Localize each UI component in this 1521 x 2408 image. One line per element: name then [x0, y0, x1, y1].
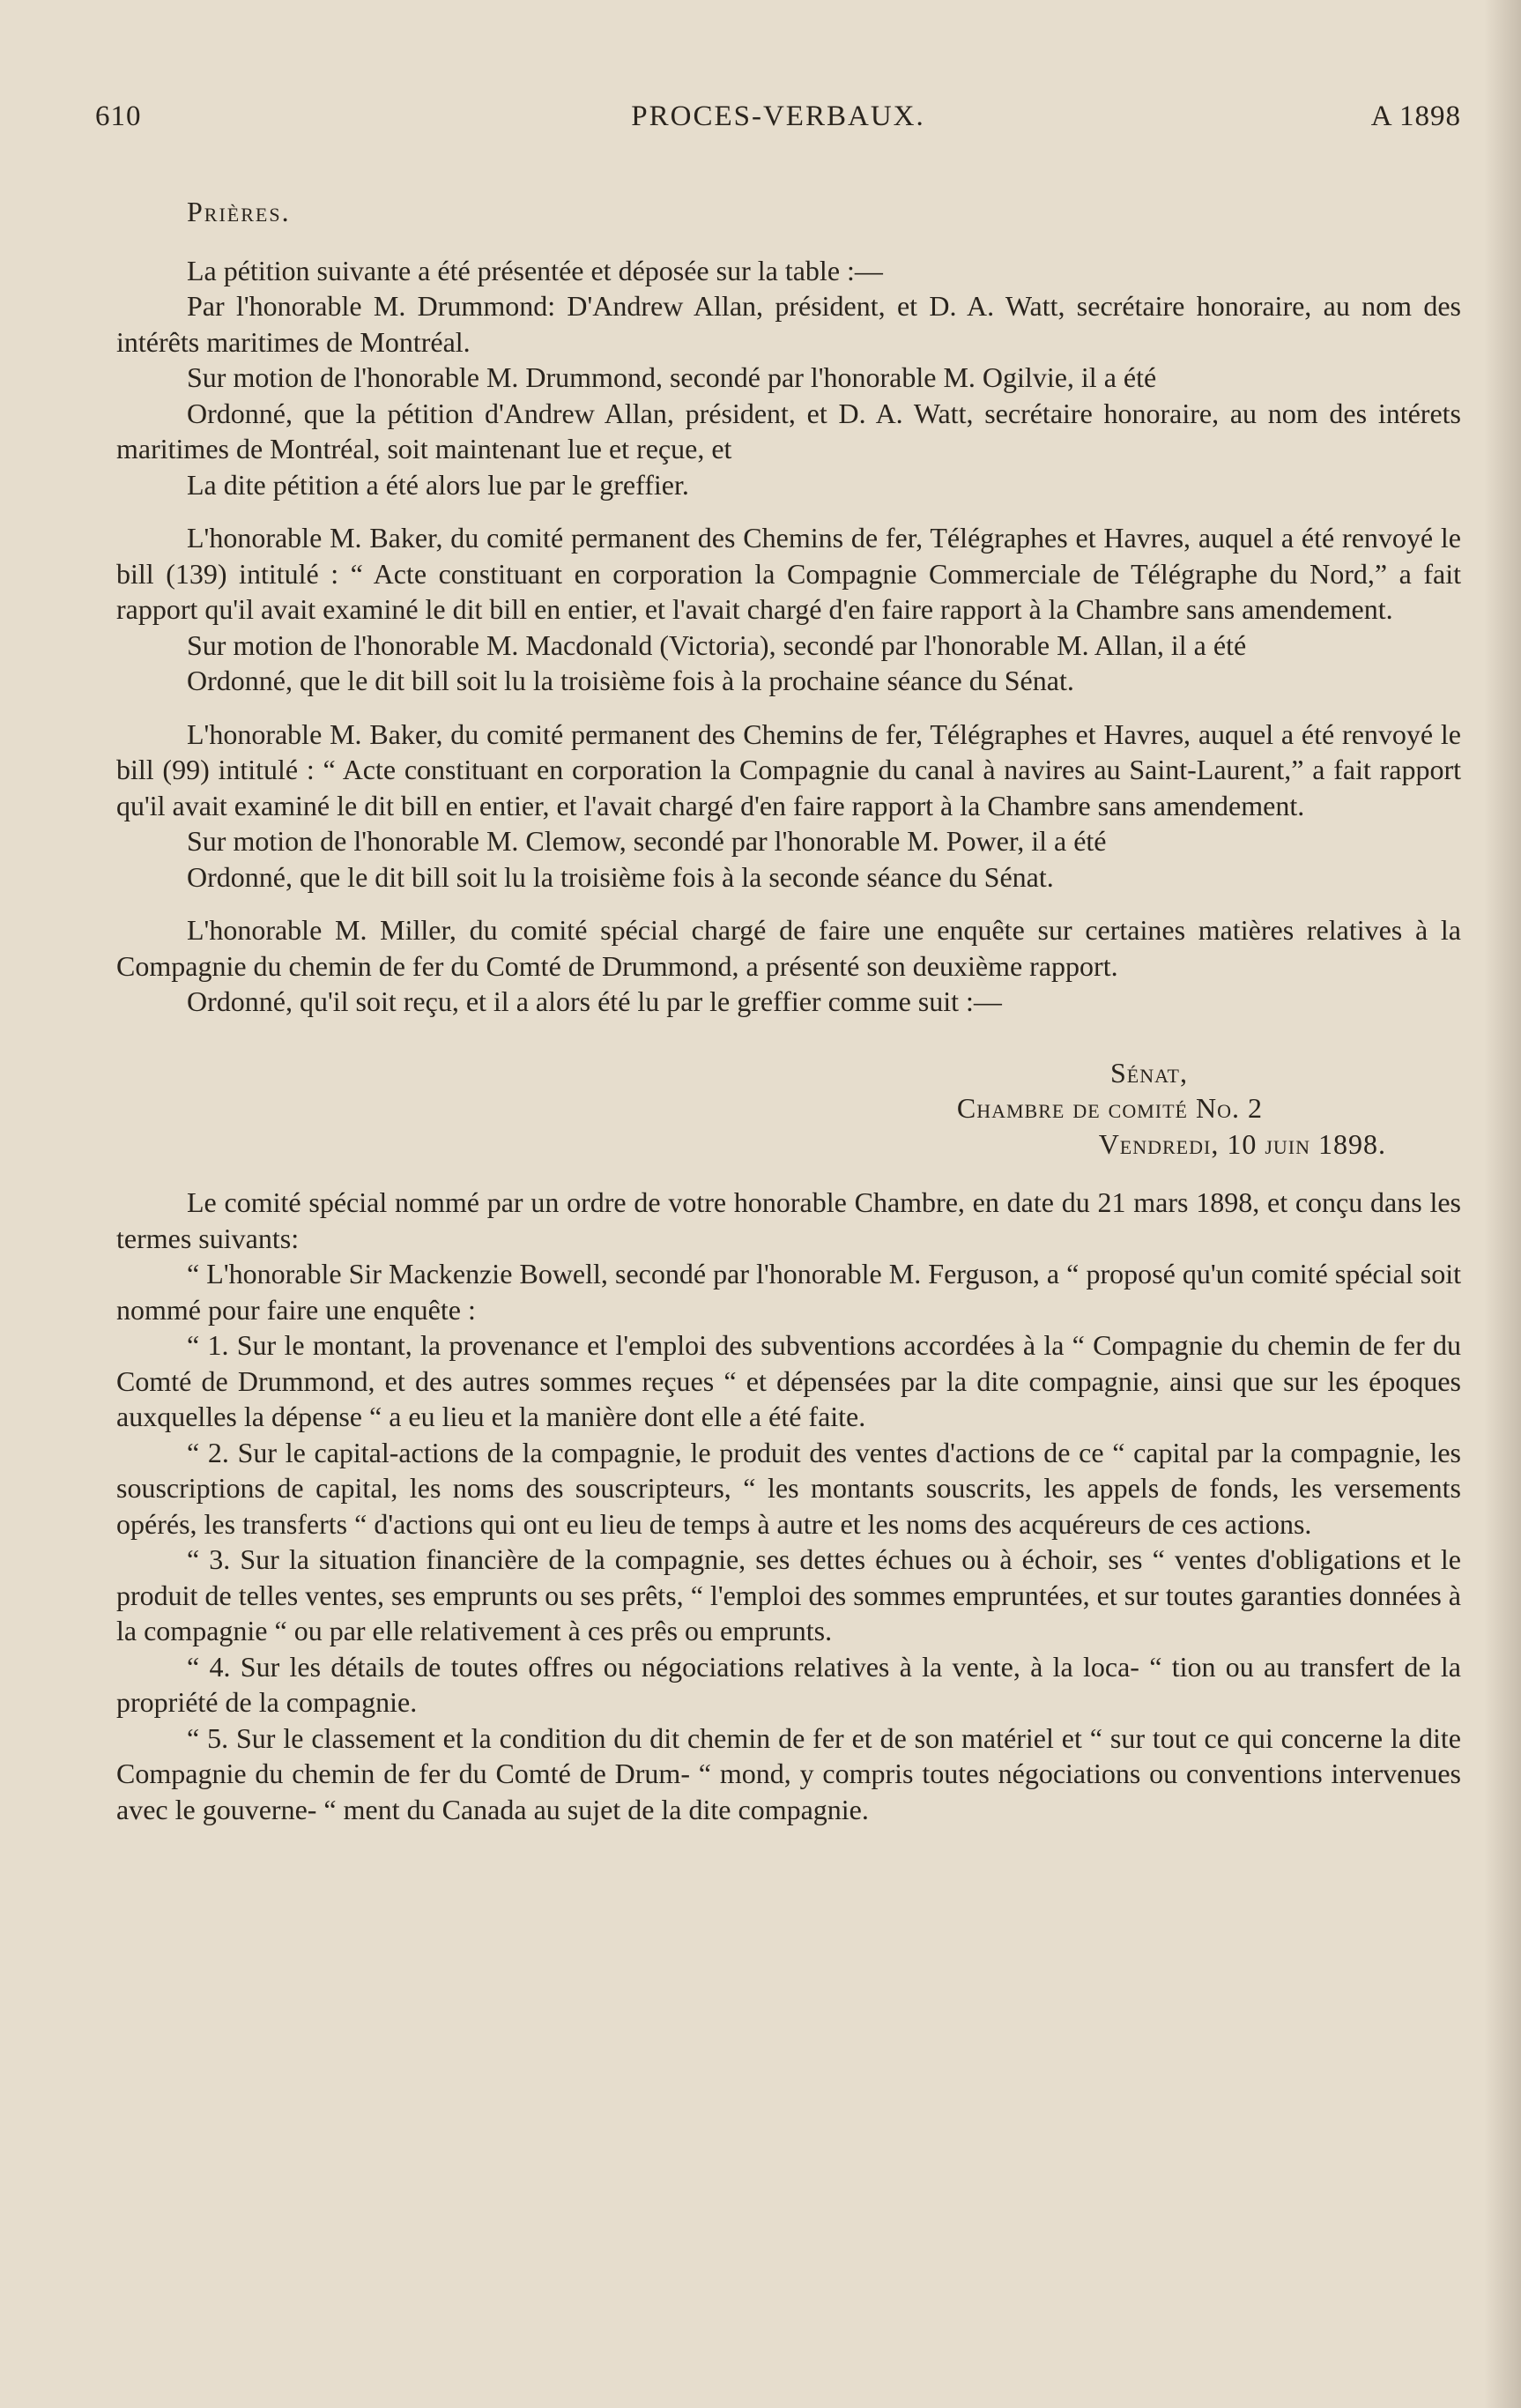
quoted-paragraph: “ 3. Sur la situation financière de la compagnie, ses dettes échues ou à échoir, ses “ ventes d'obligations et le produit de telles ventes, ses emprunts ou ses prêts, “ l'emploi des sommes empruntées, et sur toutes garanties données à la compagnie “ ou par elle relativement à ces prês ou emprunts.	[116, 1543, 1461, 1646]
quoted-paragraph: “ 1. Sur le montant, la provenance et l'emploi des subventions accordées à la “ Compagnie du chemin de fer du Comté de Drummond, et des autres sommes reçues “ et dépensées par la dite compagnie, ainsi que sur les époques auxquelles la dépense “ a eu lieu et la manière dont elle a été faite.	[116, 1329, 1461, 1432]
paragraph: La pétition suivante a été présentée et déposée sur la table :—	[187, 254, 883, 286]
header-year: A 1898	[1370, 100, 1461, 132]
paragraph: L'honorable M. Miller, du comité spécial chargé de faire une enquête sur certaines matières relatives à la Compagnie du chemin de fer du Comté de Drummond, a présenté son deuxième rapport.	[116, 914, 1461, 982]
paragraph: L'honorable M. Baker, du comité permanent des Chemins de fer, Télégraphes et Havres, auquel a été renvoyé le bill (99) intitulé : “ Acte constituant en corporation la Compagnie du canal à navires au Saint-Laurent,” a fait rapport qu'il avait examiné le dit bill en entier, et l'avait chargé d'en faire rapport à la Chambre sans amendement.	[116, 717, 1461, 821]
paragraph: Sur motion de l'honorable M. Clemow, secondé par l'honorable M. Power, il a été	[187, 825, 1107, 857]
quoted-paragraph: “ 4. Sur les détails de toutes offres ou négociations relatives à la vente, à la loca- “ tion ou au transfert de la propriété de la compagnie.	[116, 1650, 1461, 1718]
paragraph: Sur motion de l'honorable M. Macdonald (Victoria), secondé par l'honorable M. Allan, il a été	[187, 628, 1247, 661]
paragraph: Ordonné, que le dit bill soit lu la troisième fois à la prochaine séance du Sénat.	[187, 665, 1074, 696]
dateline-room: Chambre de comité No. 2	[956, 1092, 1263, 1124]
quoted-paragraph: “ 2. Sur le capital-actions de la compagnie, le produit des ventes d'actions de ce “ capital par la compagnie, les souscriptions de capital, les noms des souscripteurs, “ les montants souscrits, les appels de fonds, les versements opérés, les transferts “ d'actions qui ont eu lieu de temps à autre et les noms des acquéreurs de ces actions.	[116, 1436, 1461, 1540]
paragraph: Sur motion de l'honorable M. Drummond, secondé par l'honorable M. Ogilvie, il a été	[187, 361, 1157, 393]
paragraph: Ordonné, qu'il soit reçu, et il a alors été lu par le greffier comme suit :—	[187, 985, 1002, 1017]
quoted-paragraph: “ L'honorable Sir Mackenzie Bowell, secondé par l'honorable M. Ferguson, a “ proposé qu'un comité spécial soit nommé pour faire une enquête :	[116, 1258, 1461, 1326]
paragraph: Ordonné, que la pétition d'Andrew Allan, président, et D. A. Watt, secrétaire honoraire, au nom des intérets maritimes de Montréal, soit maintenant lue et reçue, et	[116, 397, 1461, 465]
page-body	[116, 194, 1461, 1827]
dateline-date: Vendredi, 10 juin 1898.	[1098, 1127, 1386, 1160]
paragraph: L'honorable M. Baker, du comité permanent des Chemins de fer, Télégraphes et Havres, auquel a été renvoyé le bill (139) intitulé : “ Acte constituant en corporation la Compagnie Commerciale de Télégraphe du Nord,” a fait rapport qu'il avait examiné le dit bill en entier, et l'avait chargé d'en faire rapport à la Chambre sans amendement.	[116, 522, 1461, 625]
paragraph: La dite pétition a été alors lue par le greffier.	[187, 468, 689, 501]
dateline-senate: Sénat,	[1109, 1056, 1188, 1089]
section-heading: Prières.	[187, 196, 291, 227]
quoted-paragraph: “ 5. Sur le classement et la condition du dit chemin de fer et de son matériel et “ sur tout ce qui concerne la dite Compagnie du chemin de fer du Comté de Drum- “ mond, y compris toutes négociations ou conventions intervenues avec le gouverne- “ ment du Canada au sujet de la dite compagnie.	[116, 1721, 1461, 1825]
page-edge-shadow	[1484, 0, 1521, 2408]
page-title: PROCES-VERBAUX.	[631, 100, 925, 132]
running-header	[95, 100, 1461, 145]
report-intro: Le comité spécial nommé par un ordre de votre honorable Chambre, en date du 21 mars 1898, et conçu dans les termes suivants:	[116, 1186, 1461, 1254]
page-number: 610	[95, 100, 142, 132]
paragraph: Ordonné, que le dit bill soit lu la troisième fois à la seconde séance du Sénat.	[187, 860, 1054, 893]
paragraph: Par l'honorable M. Drummond: D'Andrew Allan, président, et D. A. Watt, secrétaire honoraire, au nom des intérêts maritimes de Montréal.	[116, 290, 1461, 358]
